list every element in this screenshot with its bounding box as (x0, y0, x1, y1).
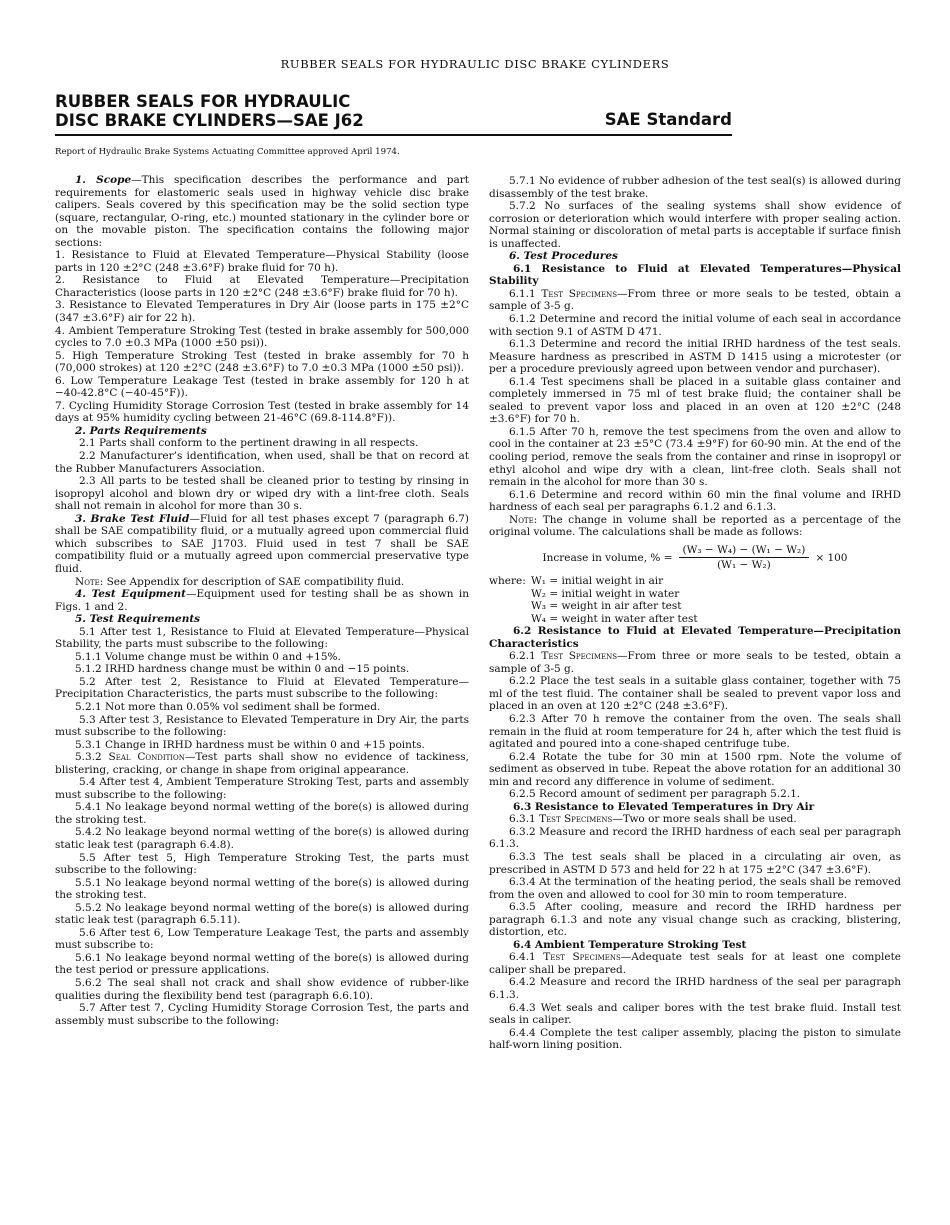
list-item: 7. Cycling Humidity Storage Corrosion Test (tested in brake assembly for 14 days at 95% humidity cycling between 21-46°C (69.8-114.8°F)). (55, 399, 469, 425)
formula-numerator: (W₃ − W₄) − (W₁ − W₂) (679, 544, 810, 559)
subsection-heading: 6.2 Resistance to Fluid at Elevated Temperature—Precipitation Characteristics (489, 625, 901, 650)
paragraph: 6.3.2 Measure and record the IRHD hardness of each seal per paragraph 6.1.3. (489, 825, 901, 851)
right-column (489, 175, 901, 1052)
paragraph: 6.3.4 At the termination of the heating period, the seals shall be removed from the oven and allowed to cool for 30 min to room temperature. (489, 876, 901, 901)
formula-multiplier: × 100 (815, 551, 848, 564)
paragraph-text: —From three or more seals to be tested, obtain a sample of 3-5 g. (489, 650, 901, 675)
formula-fraction (679, 544, 810, 572)
note-label: Note (509, 513, 534, 526)
scope-paragraph (55, 174, 469, 249)
paragraph: 6.3.3 The test seals shall be placed in a circulating air oven, as prescribed in ASTM D 573 and held for 22 h at 175 ±2°C (347 ±3.6°F). (489, 850, 901, 876)
list-item: 2. Resistance to Fluid at Elevated Temperature—Precipitation Characteristics (loose parts in 120 ±2°C (248 ±3.6°F) brake fluid for 70 h). (55, 274, 469, 299)
paragraph: 5.7 After test 7, Cycling Humidity Storage Corrosion Test, the parts and assembly must subscribe to the following: (55, 1002, 469, 1027)
test-specimens-paragraph (489, 951, 901, 976)
section-heading (55, 425, 469, 438)
subsection-heading: 6.4 Ambient Temperature Stroking Test (513, 938, 747, 951)
paragraph: 5.3.1 Change in IRHD hardness must be within 0 and +15 points. (75, 738, 425, 751)
report-line: Report of Hydraulic Brake Systems Actuating Committee approved April 1974. (55, 147, 400, 157)
paragraph-text: —Equipment used for testing shall be as shown in Figs. 1 and 2. (55, 588, 469, 613)
paragraph-text: : See Appendix for description of SAE compatibility fluid. (99, 575, 405, 588)
list-item: 6. Low Temperature Leakage Test (tested in brake assembly for 120 h at −40-42.8°C (−40-45°F)). (55, 374, 469, 400)
paragraph: 5.4.2 No leakage beyond normal wetting of the bore(s) is allowed during static leak test (paragraph 6.4.8). (55, 826, 469, 851)
where-block (489, 575, 901, 625)
paragraph: 5.2 After test 2, Resistance to Fluid at Elevated Temperature—Precipitation Characteristics, the parts must subscribe to the following: (55, 675, 469, 701)
paragraph-number: 6.3.1 (509, 813, 540, 826)
section-heading (489, 250, 901, 263)
where-label: where: (489, 574, 526, 587)
paragraph: 2.2 Manufacturer’s identification, when used, shall be that on record at the Rubber Manufacturers Association. (55, 450, 469, 475)
standard-label: SAE Standard (604, 110, 732, 129)
heading-text: 5. Test Requirements (75, 613, 201, 626)
paragraph: 6.1.2 Determine and record the initial volume of each seal in accordance with section 9.1 of ASTM D 471. (489, 313, 901, 338)
paragraph: 6.1.5 After 70 h, remove the test specimens from the oven and allow to cool in the container at 23 ±5°C (73.4 ±9°F) for 60-90 min. At the end of the cooling period, remove the seals from the container and rinse in isopropyl or ethyl alcohol and wipe dry with a clean, lint-free cloth. Seals shall not remain in the alcohol for more than 30 s. (489, 425, 901, 489)
paragraph: 5.2.1 Not more than 0.05% vol sediment shall be formed. (75, 700, 381, 713)
note-paragraph (489, 514, 901, 539)
subheading: Seal Condition (108, 751, 185, 764)
paragraph: 2.1 Parts shall conform to the pertinent drawing in all respects. (79, 437, 419, 450)
document-title (55, 92, 364, 130)
subheading: Test Specimens (539, 813, 613, 826)
paragraph: 6.2.2 Place the test seals in a suitable glass container, together with 75 ml of the test fluid. The container shall be sealed to prevent vapor loss and placed in an oven at 120 ±2°C (248 ±3.6°F). (489, 675, 901, 713)
paragraph: 5.5.2 No leakage beyond normal wetting of the bore(s) is allowed during static leak test (paragraph 6.5.11). (55, 901, 469, 927)
volume-formula (489, 544, 901, 572)
subsection-heading: 6.3 Resistance to Elevated Temperatures in Dry Air (513, 800, 815, 813)
subsection-heading: 6.1 Resistance to Fluid at Elevated Temperatures—Physical Stability (489, 262, 901, 288)
paragraph: 5.4 After test 4, Ambient Temperature Stroking Test, parts and assembly must subscribe to the following: (55, 776, 469, 801)
list-item: 4. Ambient Temperature Stroking Test (tested in brake assembly for 500,000 cycles to 7.0 ±0.3 MPa (1000 ±50 psi)). (55, 324, 469, 350)
section-heading (55, 613, 469, 626)
paragraph: 5.5.1 No leakage beyond normal wetting of the bore(s) is allowed during the stroking test. (55, 876, 469, 902)
paragraph-number: 6.1.1 (509, 287, 542, 300)
paragraph: 5.1 After test 1, Resistance to Fluid at Elevated Temperature—Physical Stability, the parts must subscribe to the following: (55, 625, 469, 651)
section-heading: 1. Scope (75, 174, 132, 186)
variable-definition: W₄ = weight in water after test (531, 612, 698, 625)
paragraph: 5.6.2 The seal shall not crack and shall show evidence of rubber-like qualities during the flexibility bend test (paragraph 6.6.10). (55, 977, 469, 1002)
paragraph: 5.1.2 IRHD hardness change must be within 0 and −15 points. (75, 663, 410, 676)
left-column (55, 174, 469, 1027)
paragraph-number: 6.4.1 (509, 951, 544, 964)
variable-definition: W₁ = initial weight in air (531, 574, 664, 587)
paragraph: 6.1.6 Determine and record within 60 min the final volume and IRHD hardness of each seal per paragraphs 6.1.2 and 6.1.3. (489, 488, 901, 514)
paragraph-text: —Fluid for all test phases except 7 (paragraph 6.7) shall be SAE compatibility fluid, or a mutually agreed upon commercial fluid which subscribes to SAE J1703. Fluid used in test 7 shall be SAE compatibility fluid or a mutually agreed upon commercial preservative type fluid. (55, 512, 469, 575)
title-rule (55, 134, 732, 136)
paragraph-number: 5.3.2 (75, 751, 109, 764)
note-paragraph (55, 576, 469, 589)
title-line-2: DISC BRAKE CYLINDERS—SAE J62 (55, 111, 364, 130)
paragraph: 5.7.1 No evidence of rubber adhesion of the test seal(s) is allowed during disassembly of the test brake. (489, 175, 901, 200)
paragraph: 6.3.5 After cooling, measure and record the IRHD hardness per paragraph 6.1.3 and note any visual change such as cracking, blistering, distortion, etc. (489, 901, 901, 939)
subheading: Test Specimens (541, 650, 618, 663)
paragraph: 6.2.3 After 70 h remove the container from the oven. The seals shall remain in the fluid at room temperature for 24 h, after which the test fluid is agitated and poured into a cone-shaped centrifuge tube. (489, 712, 901, 751)
paragraph-text: —Two or more seals shall be used. (612, 813, 797, 826)
paragraph: 6.4.2 Measure and record the IRHD hardness of the seal per paragraph 6.1.3. (489, 976, 901, 1001)
paragraph-text: —This specification describes the performance and part requirements for elastomeric seals used in highway vehicle disc brake calipers. Seals covered by this specification may be the solid section type (square, rectangular, O-ring, etc.) mounted stationary in the cylinder bore or on the movable piston. The specification contains the following major sections: (55, 174, 469, 249)
equipment-paragraph (55, 588, 469, 613)
heading-text: 6. Test Procedures (509, 250, 618, 263)
variable-list (531, 575, 698, 625)
paragraph: 6.2.5 Record amount of sediment per paragraph 5.2.1. (509, 788, 801, 801)
paragraph: 2.3 All parts to be tested shall be cleaned prior to testing by rinsing in isopropyl alcohol and blown dry or wiped dry with a lint-free cloth. Seals shall not remain in alcohol for more than 30 s. (55, 475, 469, 513)
variable-definition: W₂ = initial weight in water (531, 587, 680, 600)
test-specimens-paragraph (489, 650, 901, 675)
paragraph: 6.4.3 Wet seals and caliper bores with the test brake fluid. Install test seals in caliper. (489, 1001, 901, 1027)
paragraph-text: : The change in volume shall be reported as a percentage of the original volume. The calculations shall be made as follows: (489, 513, 901, 539)
list-item: 1. Resistance to Fluid at Elevated Temperature—Physical Stability (loose parts in 120 ±2°C (248 ±3.6°F) brake fluid for 70 h). (55, 249, 469, 274)
paragraph: 5.1.1 Volume change must be within 0 and +15%. (75, 650, 341, 663)
test-specimens-paragraph (489, 288, 901, 313)
paragraph: 5.6.1 No leakage beyond normal wetting of the bore(s) is allowed during the test period or pressure applications. (55, 951, 469, 977)
paragraph: 6.2.4 Rotate the tube for 30 min at 1500 rpm. Note the volume of sediment as observed in tube. Repeat the above rotation for an additional 30 min and record any difference in volume of sediment. (489, 750, 901, 788)
paragraph-text: —Test parts shall show no evidence of tackiness, blistering, cracking, or change in shape from original appearance. (55, 751, 469, 776)
title-line-1: RUBBER SEALS FOR HYDRAULIC (55, 92, 351, 111)
running-head: RUBBER SEALS FOR HYDRAULIC DISC BRAKE CYLINDERS (280, 57, 670, 71)
paragraph: 5.3 After test 3, Resistance to Elevated Temperature in Dry Air, the parts must subscribe to the following: (55, 713, 469, 739)
section-heading: 4. Test Equipment (75, 588, 186, 601)
paragraph: 6.1.3 Determine and record the initial IRHD hardness of the test seals. Measure hardness as prescribed in ASTM D 1415 using a microtester (or per a procedure previously agreed upon between vendor and purchaser). (489, 338, 901, 376)
variable-definition: W₃ = weight in air after test (531, 600, 682, 613)
section-heading: 3. Brake Test Fluid (75, 512, 190, 525)
formula-label: Increase in volume, % = (542, 551, 673, 564)
test-specimens-paragraph (489, 813, 901, 826)
paragraph: 5.6 After test 6, Low Temperature Leakage Test, the parts and assembly must subscribe to: (55, 926, 469, 952)
paragraph: 6.4.4 Complete the test caliper assembly, placing the piston to simulate half-worn lining position. (489, 1026, 901, 1052)
list-item: 5. High Temperature Stroking Test (tested in brake assembly for 70 h (70,000 strokes) at 120 ±2°C (248 ±3.6°F) to 7.0 ±0.3 MPa (1000 ±50 psi)). (55, 349, 469, 375)
heading-text: 2. Parts Requirements (75, 424, 207, 437)
note-label: Note (75, 575, 100, 588)
subheading: Test Specimens (541, 287, 618, 300)
paragraph: 5.4.1 No leakage beyond normal wetting of the bore(s) is allowed during the stroking test. (55, 801, 469, 826)
paragraph-number: 6.2.1 (509, 650, 542, 663)
paragraph: 6.1.4 Test specimens shall be placed in a suitable glass container and completely immersed in 75 ml of test brake fluid; the container shall be sealed to prevent vapor loss and placed in an oven at 120 ±2°C (248 ±3.6°F) for 70 h. (489, 375, 901, 426)
paragraph-text: —Adequate test seals for at least one complete caliper shall be prepared. (489, 951, 902, 976)
paragraph-text: —From three or more seals to be tested, obtain a sample of 3-5 g. (489, 287, 901, 313)
subheading: Test Specimens (543, 951, 621, 964)
list-item: 3. Resistance to Elevated Temperatures in Dry Air (loose parts in 175 ±2°C (347 ±3.6°F) air for 22 h). (55, 299, 469, 325)
formula-denominator: (W₁ − W₂) (717, 559, 771, 572)
fluid-paragraph (55, 513, 469, 576)
paragraph: 5.7.2 No surfaces of the sealing systems shall show evidence of corrosion or deterioration which would interfere with proper sealing action. Normal staining or discoloration of metal parts is acceptable if surface finish is unaffected. (489, 200, 901, 250)
seal-condition-paragraph (55, 751, 469, 776)
paragraph: 5.5 After test 5, High Temperature Stroking Test, the parts must subscribe to the following: (55, 851, 469, 877)
